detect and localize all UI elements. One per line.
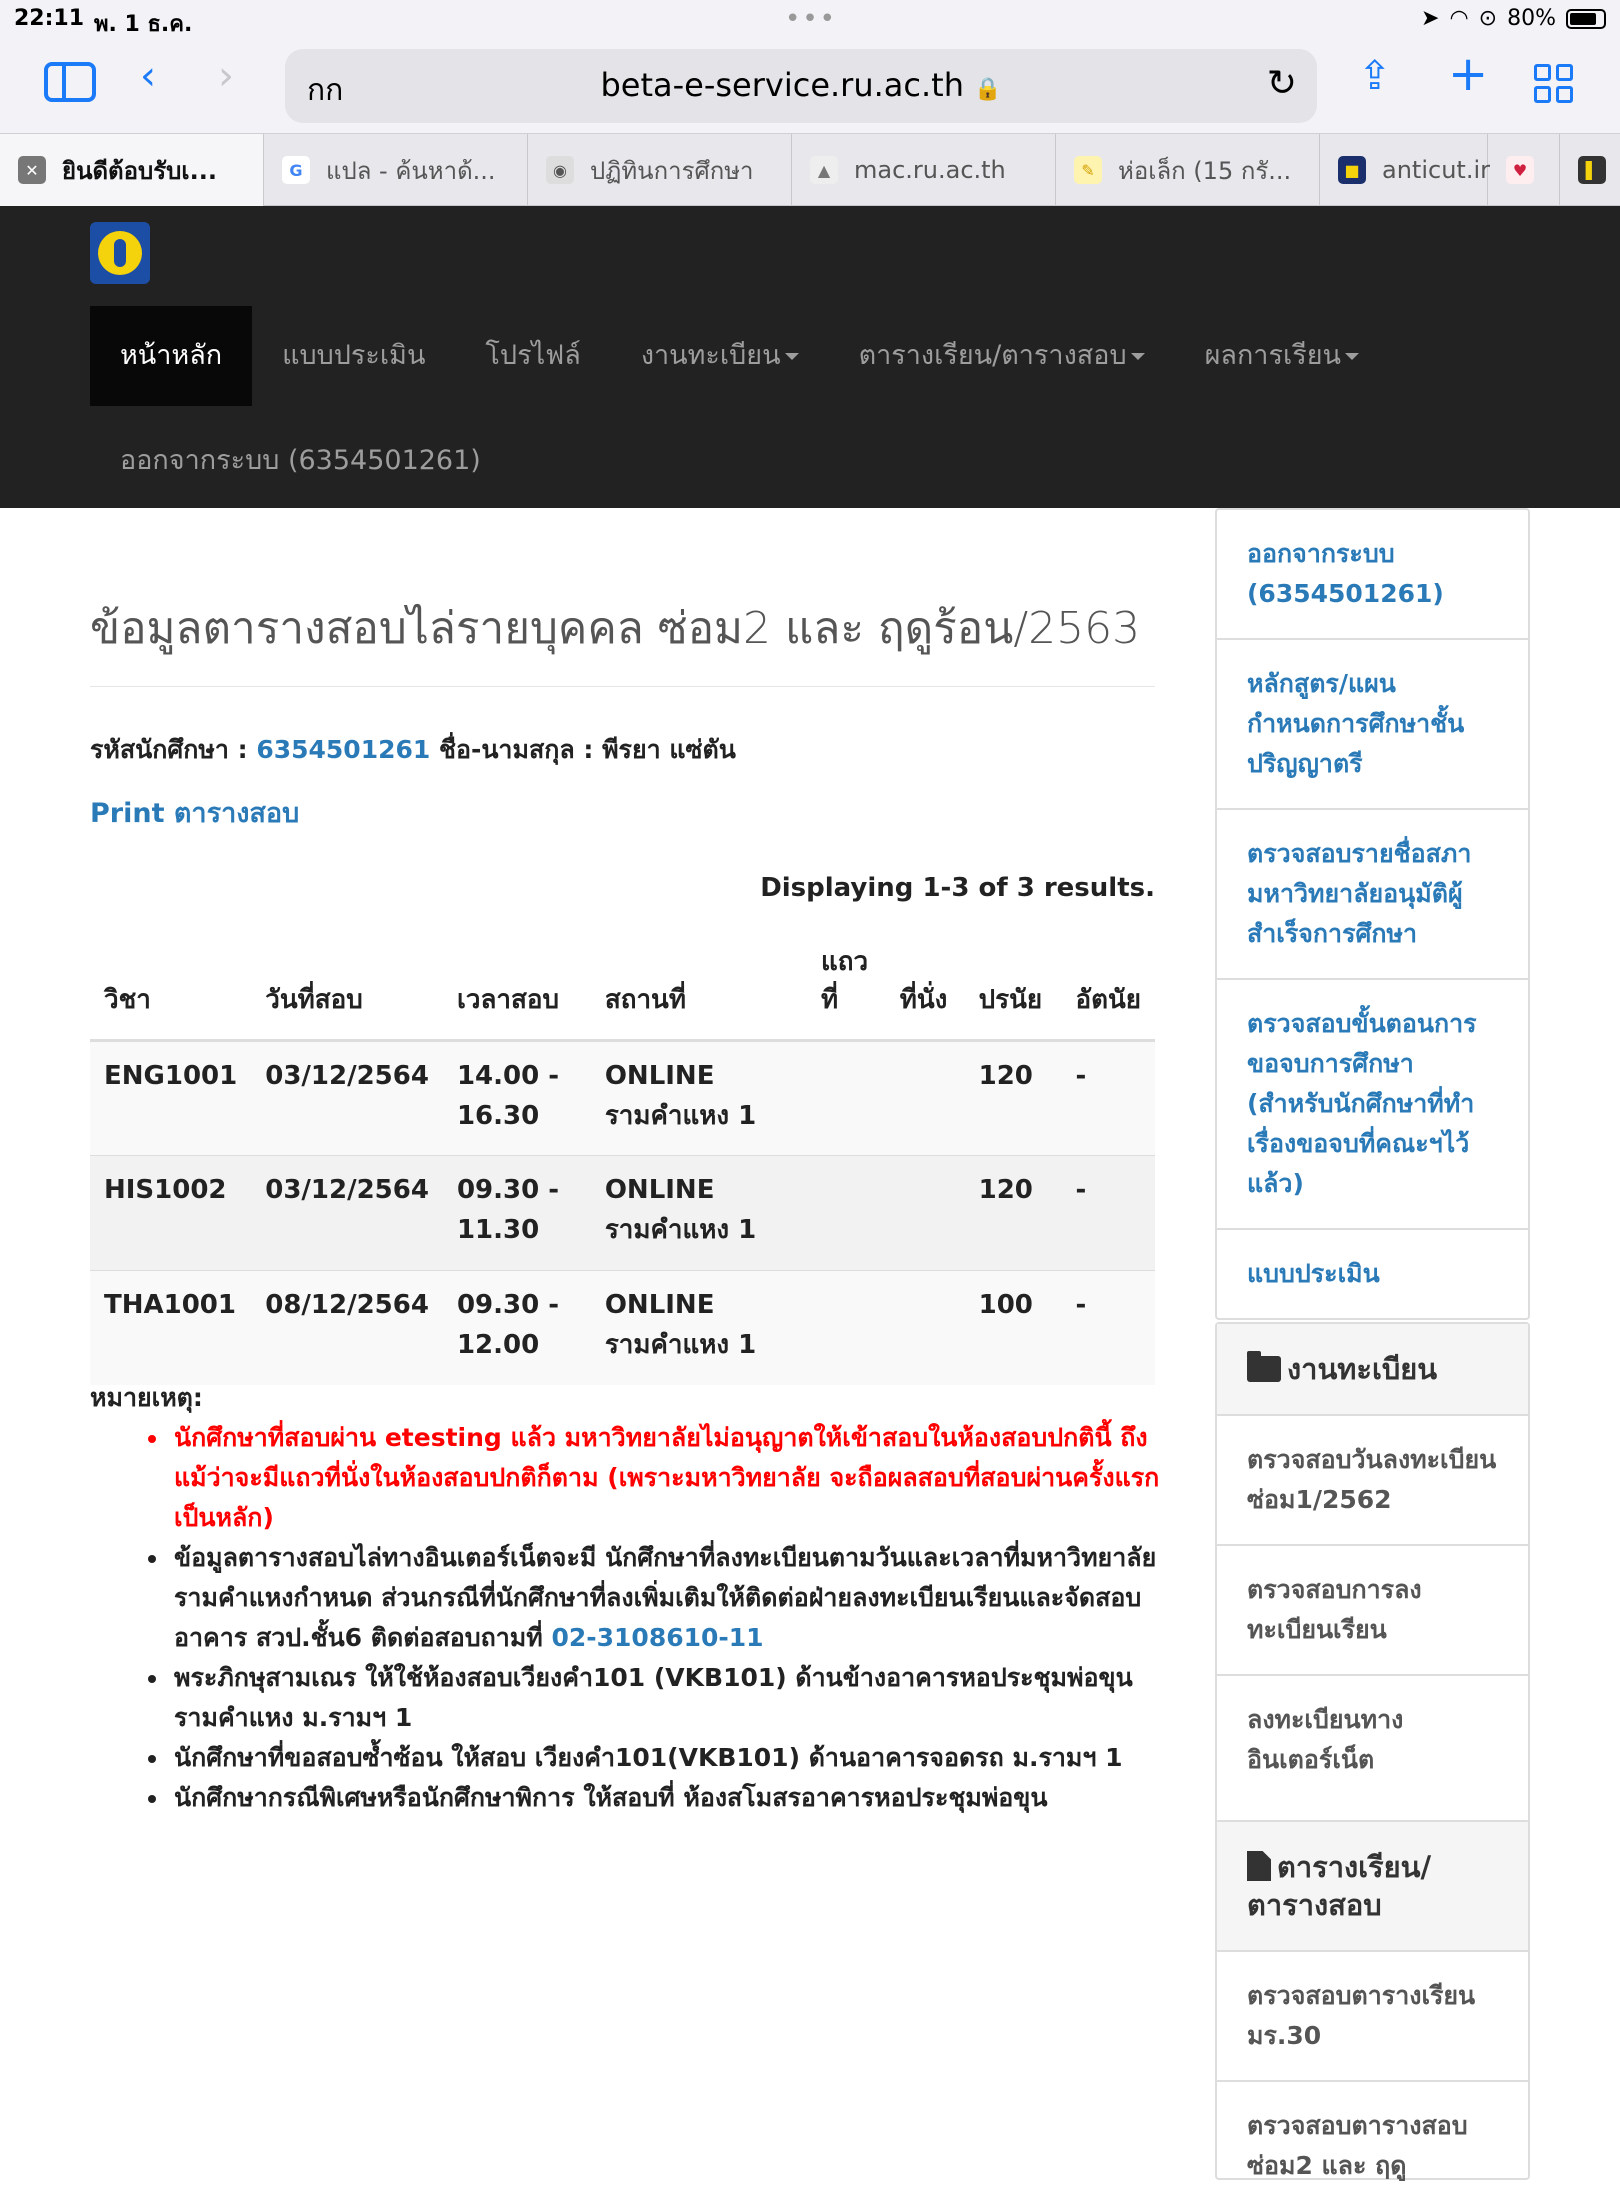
student-id-link[interactable]: 6354501261: [256, 735, 431, 764]
folder-icon: [1247, 1356, 1281, 1382]
campus-name: รามคำแหง 1: [604, 1100, 757, 1131]
col-course[interactable]: วิชา: [90, 933, 251, 1040]
back-icon[interactable]: ‹: [140, 53, 156, 99]
cell-objective: 100: [965, 1270, 1062, 1385]
cell-course: THA1001: [90, 1270, 251, 1385]
time-end: 12.00: [456, 1329, 540, 1360]
tab-bar: [0, 133, 1620, 206]
sidebar-item-registration-check[interactable]: ตรวจสอบการลงทะเบียนเรียน: [1217, 1544, 1528, 1674]
col-row[interactable]: แถวที่: [807, 933, 886, 1040]
table-row: [90, 1270, 1155, 1385]
menu-logout[interactable]: ออกจากระบบ (6354501261): [120, 445, 481, 476]
ramkhamhaeng-logo[interactable]: [90, 222, 150, 284]
sidebar-registration-panel: [1215, 1322, 1530, 1842]
cell-course: ENG1001: [90, 1040, 251, 1155]
cell-place: [591, 1270, 807, 1385]
time-start: 09.30 -: [456, 1289, 560, 1320]
cell-row: [807, 1270, 886, 1385]
tab-title: anticut.ir: [1382, 156, 1490, 184]
cell-place: [591, 1155, 807, 1270]
col-date[interactable]: วันที่สอบ: [251, 933, 443, 1040]
table-row: [90, 1040, 1155, 1155]
browser-tab-8[interactable]: [1560, 134, 1620, 206]
site-navbar: [0, 206, 1620, 508]
cell-row: [807, 1040, 886, 1155]
wifi-icon: ◠: [1449, 6, 1469, 31]
exam-schedule-table: [90, 933, 1155, 1385]
notes-list: [170, 1418, 1165, 1818]
cell-objective: 120: [965, 1155, 1062, 1270]
col-place[interactable]: สถานที่: [591, 933, 807, 1040]
print-schedule-link[interactable]: Print ตารางสอบ: [90, 798, 300, 829]
menu-label: ผลการเรียน: [1204, 340, 1341, 371]
campus-name: รามคำแหง 1: [604, 1329, 757, 1360]
caret-down-icon: [1131, 353, 1145, 360]
cell-seat: [886, 1270, 965, 1385]
menu-profile[interactable]: [455, 306, 610, 406]
location-icon: ➤: [1421, 6, 1440, 31]
main-menu: [90, 306, 1389, 406]
cell-date: 08/12/2564: [251, 1270, 443, 1385]
place-name: ONLINE: [604, 1289, 715, 1320]
place-name: ONLINE: [604, 1174, 715, 1205]
notes-label: หมายเหตุ:: [90, 1383, 203, 1412]
status-bar: [0, 0, 1620, 40]
col-time[interactable]: เวลาสอบ: [443, 933, 591, 1040]
cell-time: [443, 1270, 591, 1385]
browser-tab-6[interactable]: [1320, 134, 1488, 206]
battery-percent: 80%: [1507, 6, 1556, 31]
orientation-lock-icon: ⊙: [1478, 6, 1498, 31]
panel-heading: [1217, 1822, 1528, 1952]
note-item: [170, 1538, 1165, 1658]
sidebar-schedule-panel: [1215, 1820, 1530, 2180]
browser-tab-2[interactable]: [264, 134, 528, 206]
address-bar[interactable]: [285, 49, 1317, 123]
close-tab-icon[interactable]: ✕: [18, 156, 46, 184]
university-seal-icon: ◉: [546, 156, 574, 184]
student-name: พีรยา แซ่ตัน: [602, 735, 736, 764]
tab-title: mac.ru.ac.th: [854, 156, 1006, 184]
menu-registration[interactable]: [611, 306, 829, 406]
site-logo-icon: ▌: [1578, 156, 1606, 184]
col-subjective[interactable]: อัตนัย: [1061, 933, 1155, 1040]
tab-overview-icon[interactable]: [1534, 64, 1574, 104]
reload-icon[interactable]: ↻: [1266, 63, 1297, 104]
time-start: 14.00 -: [456, 1060, 560, 1091]
url-value: beta-e-service.ru.ac.th: [600, 66, 964, 104]
sidebar-item-graduation-steps[interactable]: ตรวจสอบขั้นตอนการขอจบการศึกษา (สำหรับนักศึกษาที่ทำเรื่องขอจบที่คณะฯไว้แล้ว): [1217, 978, 1528, 1228]
cell-subjective: -: [1061, 1155, 1155, 1270]
table-header-row: [90, 933, 1155, 1040]
cell-time: [443, 1155, 591, 1270]
panel-heading: [1217, 1324, 1528, 1416]
col-seat[interactable]: ที่นั่ง: [886, 933, 965, 1040]
browser-tab-4[interactable]: [792, 134, 1056, 206]
cell-seat: [886, 1155, 965, 1270]
cell-seat: [886, 1040, 965, 1155]
anticut-logo-icon: ■: [1338, 156, 1366, 184]
sidebar-item-class-schedule[interactable]: ตรวจสอบตารางเรียน มร.30: [1247, 1981, 1476, 2050]
sidebar-links-panel: [1215, 508, 1530, 1320]
contact-phone-link[interactable]: 02-3108610-11: [551, 1623, 764, 1652]
cell-place: [591, 1040, 807, 1155]
divider: [90, 686, 1155, 687]
caret-down-icon: [1345, 353, 1359, 360]
campus-name: รามคำแหง 1: [604, 1214, 757, 1245]
menu-evaluation[interactable]: [252, 306, 455, 406]
caret-down-icon: [785, 353, 799, 360]
browser-tab-1[interactable]: [0, 134, 264, 206]
mac-logo-icon: ▲: [810, 156, 838, 184]
tab-title: ปฏิทินการศึกษา: [590, 156, 754, 185]
menu-home[interactable]: [90, 306, 252, 406]
sidebar-toggle-icon[interactable]: [44, 62, 96, 102]
status-time: 22:11: [14, 6, 85, 31]
battery-icon: [1566, 9, 1606, 29]
col-objective[interactable]: ปรนัย: [965, 933, 1062, 1040]
time-start: 09.30 -: [456, 1174, 560, 1205]
cell-objective: 120: [965, 1040, 1062, 1155]
sidebar-item-logout[interactable]: ออกจากระบบ (6354501261): [1247, 539, 1444, 608]
menu-label: แบบประเมิน: [282, 340, 426, 371]
note-item: • นักศึกษากรณีพิเศษหรือนักศึกษาพิการ ให้สอบที่ ห้องสโมสรอาคารหอประชุมพ่อขุน: [170, 1778, 1165, 1818]
menu-label: งานทะเบียน: [640, 340, 781, 371]
browser-tab-5[interactable]: [1056, 134, 1320, 206]
note-item: • นักศึกษาที่สอบผ่าน etesting แล้ว มหาวิทยาลัยไม่อนุญาตให้เข้าสอบในห้องสอบปกตินี้ ถึงแม้ว่าจะมีแถวที่นั่งในห้องสอบปกติก็ตาม (เพราะมหาวิทยาลัย จะถือผลสอบที่สอบผ่านครั้งแรกเป็นหลัก): [170, 1418, 1165, 1538]
forward-icon[interactable]: ›: [218, 53, 234, 99]
cell-date: 03/12/2564: [251, 1155, 443, 1270]
cell-date: 03/12/2564: [251, 1040, 443, 1155]
menu-label: หน้าหลัก: [120, 340, 223, 371]
sidebar-item-curriculum[interactable]: หลักสูตร/แผนกำหนดการศึกษาชั้นปริญญาตรี: [1217, 638, 1528, 808]
url-text: [285, 66, 1317, 104]
sidebar-item-online-registration[interactable]: ลงทะเบียนทางอินเตอร์เน็ต: [1217, 1674, 1528, 1840]
results-summary: Displaying 1-3 of 3 results.: [760, 873, 1155, 903]
time-end: 16.30: [456, 1100, 540, 1131]
sidebar-item-graduate-list[interactable]: ตรวจสอบรายชื่อสภามหาวิทยาลัยอนุมัติผู้สำเร็จการศึกษา: [1217, 808, 1528, 978]
heart-logo-icon: ♥: [1506, 156, 1534, 184]
menu-label: โปรไฟล์: [485, 340, 581, 371]
browser-tab-7[interactable]: [1488, 134, 1560, 206]
browser-toolbar: [0, 40, 1620, 133]
sidebar-item-registration-date[interactable]: ตรวจสอบวันลงทะเบียน ซ่อม1/2562: [1247, 1445, 1497, 1514]
multitask-dots[interactable]: •••: [785, 4, 838, 34]
note-item: • พระภิกษุสามเณร ให้ใช้ห้องสอบเวียงคำ101 (VKB101) ด้านข้างอาคารหอประชุมพ่อขุนรามคำแหง ม.รามฯ 1: [170, 1658, 1165, 1738]
note-item: • นักศึกษาที่ขอสอบซ้ำซ้อน ให้สอบ เวียงคำ101(VKB101) ด้านอาคารจอดรถ ม.รามฯ 1: [170, 1738, 1165, 1778]
lock-icon: 🔒: [974, 77, 1002, 102]
tab-title: แปล - ค้นหาด้...: [326, 156, 496, 185]
panel-title: งานทะเบียน: [1287, 1352, 1438, 1386]
student-id-label: รหัสนักศึกษา :: [90, 735, 257, 764]
menu-label: ตารางเรียน/ตารางสอบ: [858, 340, 1127, 371]
cell-course: HIS1002: [90, 1155, 251, 1270]
google-icon: G: [282, 156, 310, 184]
cell-subjective: -: [1061, 1270, 1155, 1385]
status-date: พ. 1 ธ.ค.: [94, 12, 193, 37]
sidebar-item-exam-schedule[interactable]: ตรวจสอบตารางสอบ ซ่อม2 และ ฤดู: [1217, 2080, 1528, 2210]
note-text: ข้อมูลตารางสอบไล่ทางอินเตอร์เน็ตจะมี นักศึกษาที่ลงทะเบียนตามวันและเวลาที่มหาวิทยาลัยรามคำแหงกำหนด ส่วนกรณีที่นักศึกษาที่ลงเพิ่มเติมให้ติดต่อฝ่ายลงทะเบียนเรียนและจัดสอบ อาคาร สวป.ชั้น6 ติดต่อสอบถามที่: [174, 1543, 1157, 1652]
cell-time: [443, 1040, 591, 1155]
menu-grades[interactable]: [1175, 306, 1389, 406]
new-tab-icon[interactable]: +: [1448, 46, 1489, 102]
time-end: 11.30: [456, 1214, 540, 1245]
page-title: ข้อมูลตารางสอบไล่รายบุคคล ซ่อม2 และ ฤดูร้อน/2563: [90, 603, 1141, 654]
sidebar-item-evaluation[interactable]: แบบประเมิน: [1217, 1228, 1528, 1318]
tab-title: ยินดีต้อบรับเ...: [62, 156, 217, 185]
browser-tab-3[interactable]: [528, 134, 792, 206]
note-icon: ✎: [1074, 156, 1102, 184]
notes-section: [90, 1378, 1165, 1818]
tab-title: ห่อเล็ก (15 กรั...: [1118, 156, 1292, 185]
student-info: [90, 730, 736, 770]
reader-icon[interactable]: กก: [307, 73, 344, 108]
document-icon: [1247, 1851, 1271, 1881]
panel-title: ตารางเรียน/ตารางสอบ: [1247, 1850, 1432, 1922]
share-icon[interactable]: ⇪: [1358, 53, 1392, 99]
cell-subjective: -: [1061, 1040, 1155, 1155]
cell-row: [807, 1155, 886, 1270]
name-label: ชื่อ-นามสกุล :: [430, 735, 603, 764]
menu-schedule[interactable]: [829, 306, 1175, 406]
place-name: ONLINE: [604, 1060, 715, 1091]
status-right: [1421, 6, 1606, 31]
table-row: [90, 1155, 1155, 1270]
